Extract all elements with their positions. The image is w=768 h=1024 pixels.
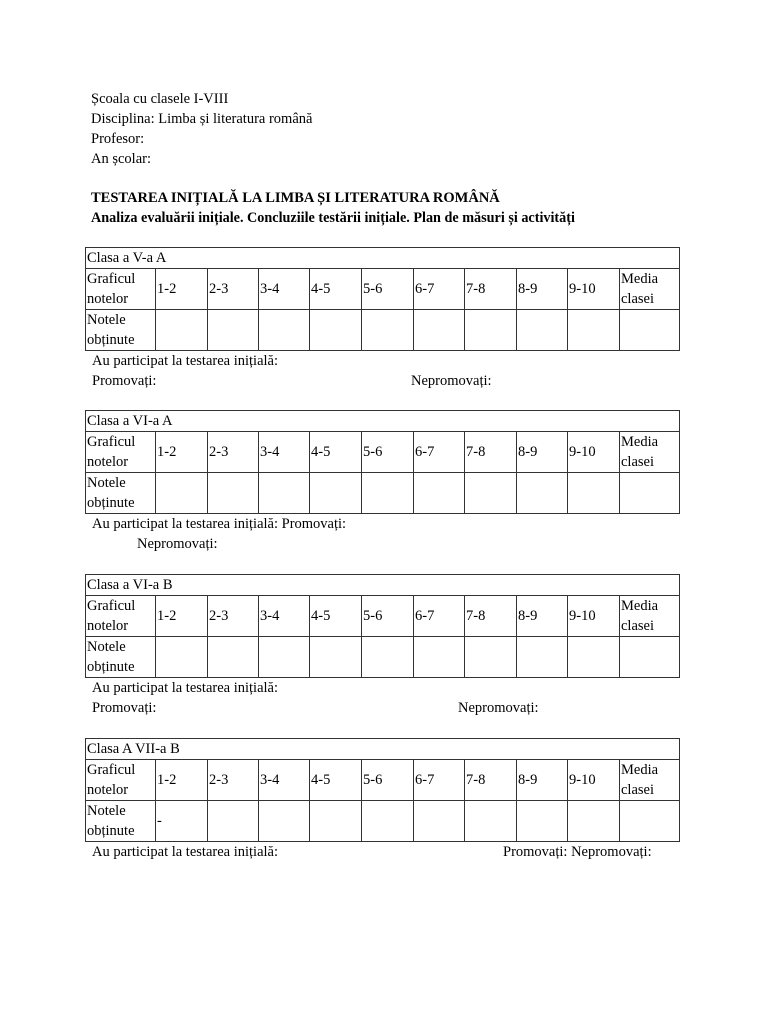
obtained-grade-cell[interactable]: [517, 801, 568, 842]
participation-summary: [85, 514, 679, 554]
obtained-grade-cell[interactable]: [310, 473, 362, 514]
grade-range-cell: 7-8: [465, 596, 517, 637]
teacher-line: Profesor:: [91, 131, 145, 147]
obtained-grade-cell[interactable]: [517, 310, 568, 351]
obtained-grade-cell[interactable]: [259, 637, 310, 678]
class-average-label: Media clasei: [620, 432, 680, 473]
school-year-line: An școlar:: [91, 151, 151, 167]
class-name: Clasa a VI-a A: [86, 411, 680, 432]
grade-chart-label: Graficul notelor: [86, 760, 156, 801]
title-block: [91, 188, 575, 228]
grade-range-cell: 8-9: [517, 432, 568, 473]
obtained-grade-cell[interactable]: [156, 637, 208, 678]
obtained-grade-cell[interactable]: [620, 310, 680, 351]
grade-range-cell: 4-5: [310, 269, 362, 310]
grade-range-cell: 5-6: [362, 269, 414, 310]
discipline-line: Disciplina: Limba și literatura română: [91, 111, 313, 127]
grade-range-cell: 1-2: [156, 269, 208, 310]
not-promoted-line: Nepromovați:: [458, 700, 539, 716]
grade-range-cell: 6-7: [414, 269, 465, 310]
grades-table: [85, 247, 680, 351]
obtained-grades-label: Notele obținute: [86, 310, 156, 351]
participation-summary: [85, 842, 679, 882]
promoted-line: Promovați:: [92, 373, 157, 389]
grade-chart-label: Graficul notelor: [86, 269, 156, 310]
obtained-grade-cell[interactable]: [208, 637, 259, 678]
obtained-grade-cell[interactable]: [465, 637, 517, 678]
obtained-grade-cell[interactable]: [465, 310, 517, 351]
grade-range-cell: 9-10: [568, 760, 620, 801]
obtained-grade-cell[interactable]: [465, 473, 517, 514]
grade-range-cell: 1-2: [156, 432, 208, 473]
grade-range-cell: 2-3: [208, 432, 259, 473]
document-header: [91, 89, 312, 169]
class-name: Clasa a V-a A: [86, 248, 680, 269]
grade-range-cell: 3-4: [259, 760, 310, 801]
obtained-grade-cell[interactable]: [414, 473, 465, 514]
obtained-grade-cell[interactable]: [310, 310, 362, 351]
grade-range-cell: 8-9: [517, 596, 568, 637]
grade-range-cell: 2-3: [208, 760, 259, 801]
grade-range-cell: 4-5: [310, 760, 362, 801]
obtained-grade-cell[interactable]: [259, 801, 310, 842]
not-promoted-line: Nepromovați:: [411, 373, 492, 389]
promoted-line: Promovați:: [92, 700, 157, 716]
participation-summary: [85, 678, 679, 718]
obtained-grade-cell[interactable]: [362, 473, 414, 514]
obtained-grade-cell[interactable]: [517, 637, 568, 678]
grade-range-cell: 4-5: [310, 432, 362, 473]
obtained-grade-cell[interactable]: [310, 637, 362, 678]
obtained-grade-cell[interactable]: [568, 801, 620, 842]
grade-range-cell: 8-9: [517, 269, 568, 310]
participated-line: Au participat la testarea inițială:: [92, 844, 279, 860]
obtained-grade-cell[interactable]: [414, 310, 465, 351]
grade-range-cell: 9-10: [568, 269, 620, 310]
grade-range-cell: 7-8: [465, 432, 517, 473]
obtained-grade-cell[interactable]: [156, 473, 208, 514]
grade-chart-label: Graficul notelor: [86, 432, 156, 473]
class-name: Clasa A VII-a B: [86, 739, 680, 760]
grade-range-cell: 9-10: [568, 432, 620, 473]
obtained-grade-cell[interactable]: [465, 801, 517, 842]
obtained-grade-cell[interactable]: [362, 310, 414, 351]
obtained-grade-cell[interactable]: [208, 310, 259, 351]
obtained-grade-cell[interactable]: [620, 801, 680, 842]
obtained-grade-cell[interactable]: [208, 801, 259, 842]
obtained-grade-cell[interactable]: [568, 637, 620, 678]
grade-range-cell: 8-9: [517, 760, 568, 801]
grade-range-cell: 5-6: [362, 596, 414, 637]
class-average-label: Media clasei: [620, 760, 680, 801]
grade-range-cell: 5-6: [362, 760, 414, 801]
obtained-grade-cell[interactable]: [414, 637, 465, 678]
obtained-grade-cell[interactable]: [362, 637, 414, 678]
obtained-grade-cell[interactable]: [517, 473, 568, 514]
grades-table: [85, 738, 680, 842]
promoted-line: Promovați: Nepromovați:: [503, 844, 652, 860]
obtained-grades-label: Notele obținute: [86, 637, 156, 678]
obtained-grades-label: Notele obținute: [86, 801, 156, 842]
obtained-grade-cell[interactable]: [620, 637, 680, 678]
grade-range-cell: 6-7: [414, 596, 465, 637]
grade-range-cell: 7-8: [465, 269, 517, 310]
obtained-grade-cell[interactable]: [620, 473, 680, 514]
grade-range-cell: 5-6: [362, 432, 414, 473]
class-section: [85, 247, 679, 391]
class-section: [85, 738, 679, 882]
obtained-grade-cell[interactable]: [156, 310, 208, 351]
class-average-label: Media clasei: [620, 269, 680, 310]
grade-range-cell: 2-3: [208, 269, 259, 310]
grade-range-cell: 3-4: [259, 269, 310, 310]
grade-range-cell: 3-4: [259, 432, 310, 473]
participated-line: Au participat la testarea inițială:: [92, 353, 279, 369]
grade-range-cell: 6-7: [414, 760, 465, 801]
obtained-grade-cell[interactable]: [310, 801, 362, 842]
class-section: [85, 410, 679, 554]
grade-range-cell: 9-10: [568, 596, 620, 637]
grade-range-cell: 1-2: [156, 596, 208, 637]
not-promoted-line: Nepromovați:: [137, 536, 218, 552]
obtained-grade-cell[interactable]: [259, 473, 310, 514]
school-name: Școala cu clasele I-VIII: [91, 91, 229, 107]
document-subtitle: Analiza evaluării inițiale. Concluziile testării inițiale. Plan de măsuri și activități: [91, 210, 575, 226]
obtained-grades-label: Notele obținute: [86, 473, 156, 514]
grades-table: [85, 574, 680, 678]
obtained-grade-cell[interactable]: [568, 310, 620, 351]
participated-line: Au participat la testarea inițială: Promovați:: [92, 516, 347, 532]
obtained-grade-cell[interactable]: -: [156, 801, 208, 842]
grade-range-cell: 3-4: [259, 596, 310, 637]
document-title: TESTAREA INIȚIALĂ LA LIMBA ȘI LITERATURA ROMÂNĂ: [91, 190, 500, 206]
grade-range-cell: 1-2: [156, 760, 208, 801]
class-section: [85, 574, 679, 718]
participated-line: Au participat la testarea inițială:: [92, 680, 279, 696]
obtained-grade-cell[interactable]: [568, 473, 620, 514]
grade-range-cell: 6-7: [414, 432, 465, 473]
participation-summary: [85, 351, 679, 391]
class-average-label: Media clasei: [620, 596, 680, 637]
obtained-grade-cell[interactable]: [362, 801, 414, 842]
grade-range-cell: 2-3: [208, 596, 259, 637]
grade-range-cell: 7-8: [465, 760, 517, 801]
class-name: Clasa a VI-a B: [86, 575, 680, 596]
obtained-grade-cell[interactable]: [414, 801, 465, 842]
grades-table: [85, 410, 680, 514]
obtained-grade-cell[interactable]: [208, 473, 259, 514]
grade-range-cell: 4-5: [310, 596, 362, 637]
obtained-grade-cell[interactable]: [259, 310, 310, 351]
grade-chart-label: Graficul notelor: [86, 596, 156, 637]
